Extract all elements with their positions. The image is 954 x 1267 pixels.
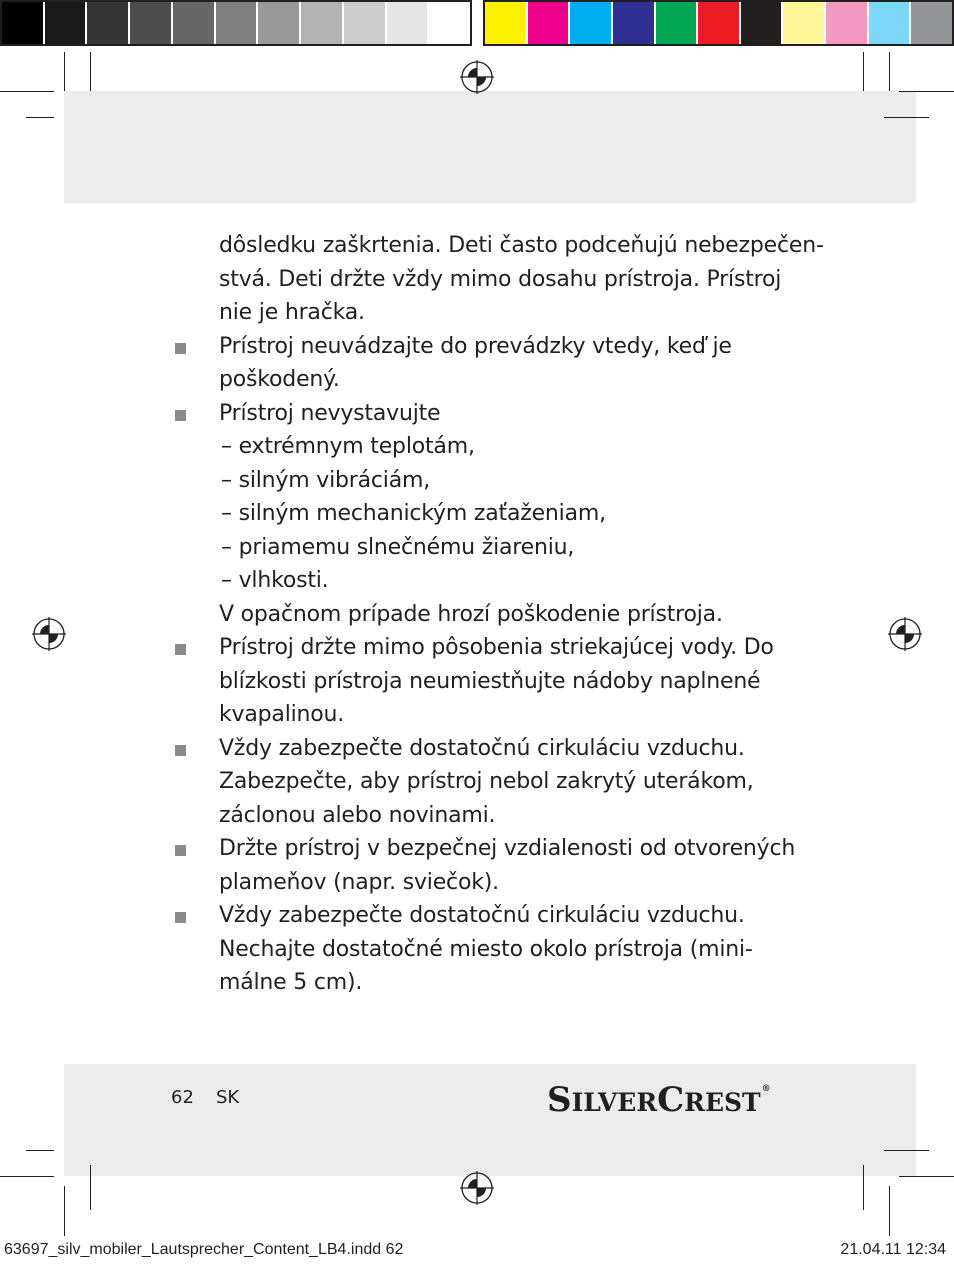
crop-mark [889,1186,890,1236]
crop-mark [889,52,890,91]
color-swatch [258,2,301,44]
crop-mark [90,52,91,91]
text-line: Nechajte dostatočné miesto okolo prístroja (mini- [219,936,753,962]
bullet-square-icon [175,343,186,354]
sub-list-item: – silným mechanickým zaťaženiam, [221,501,606,526]
color-swatch [87,2,130,44]
bullet-square-icon [175,912,186,923]
color-swatch [656,2,699,44]
crop-mark [0,91,54,92]
text-line: poškodený. [219,367,340,392]
registration-mark-icon [888,617,922,651]
sub-list-item: – priamemu slnečnému žiareniu, [221,534,575,560]
grayscale-color-bar [0,0,472,46]
sub-list-item: – extrémnym teplotám, [221,434,475,459]
text-line: Prístroj držte mimo pôsobenia striekajúcej vody. Do [219,635,774,660]
color-swatch [783,2,826,44]
crop-mark [26,1150,54,1151]
color-swatch [528,2,571,44]
crop-mark [64,52,65,91]
text-line: Zabezpečte, aby prístroj nebol zakrytý uterákom, [219,769,754,794]
color-swatch [826,2,869,44]
bullet-item [219,899,789,1000]
header-band [64,91,916,203]
crop-mark [884,1150,929,1151]
text-line: V opačnom prípade hrozí poškodenie prístroja. [219,601,723,627]
process-color-bar [483,0,954,46]
color-swatch [344,2,387,44]
text-line: kvapalinou. [219,702,345,727]
color-swatch [2,2,45,44]
bullet-item [219,732,789,833]
crop-mark [899,91,954,92]
sub-list-item: – vlhkosti. [221,568,329,593]
registration-mark-icon [460,1171,494,1205]
bullet-item [219,832,796,899]
color-swatch [45,2,88,44]
registration-mark-icon [32,617,66,651]
color-swatch [429,2,470,44]
sub-list-item: – silným vibráciám, [221,467,431,493]
bullet-item [219,397,789,632]
color-swatch [613,2,656,44]
text-line: nie je hračka. [219,300,365,325]
color-swatch [741,2,784,44]
color-swatch [387,2,430,44]
color-swatch [130,2,173,44]
text-line: Vždy zabezpečte dostatočnú cirkuláciu vzduchu. [219,903,745,928]
crop-mark [863,1165,864,1210]
color-swatch [869,2,912,44]
intro-paragraph [219,229,824,330]
language-code: SK [216,1087,240,1108]
registration-mark-icon [460,60,494,94]
text-line: Vždy zabezpečte dostatočnú cirkuláciu vzduchu. [219,735,745,761]
crop-mark [884,117,929,118]
page-number: 62 [171,1087,194,1108]
color-swatch [698,2,741,44]
safety-instructions [219,229,824,1000]
text-line: málne 5 cm). [219,970,363,995]
text-line: záclonou alebo novinami. [219,802,496,828]
footer-band [64,1064,916,1176]
text-line: stvá. Deti držte vždy mimo dosahu prístroja. Prístroj [219,266,782,292]
crop-mark [64,1186,65,1236]
color-swatch [301,2,344,44]
bullet-item [219,330,789,397]
text-line: blízkosti prístroja neumiestňujte nádoby naplnené [219,668,761,694]
color-swatch [173,2,216,44]
slug-filename: 63697_silv_mobiler_Lautsprecher_Content_LB4.indd 62 [4,1241,404,1258]
bullet-item [219,631,789,732]
crop-mark [90,1165,91,1210]
slug-datetime: 21.04.11 12:34 [840,1241,946,1258]
text-line: Prístroj nevystavujte [219,400,441,426]
silvercrest-logo: SILVERCREST® [547,1080,771,1120]
color-swatch [570,2,613,44]
crop-mark [863,52,864,91]
bullet-square-icon [175,410,186,421]
color-swatch [216,2,259,44]
text-line: Prístroj neuvádzajte do prevádzky vtedy, keď je [219,333,732,359]
crop-mark [899,1176,954,1177]
bullet-square-icon [175,644,186,655]
text-line: dôsledku zaškrtenia. Deti často podceňujú nebezpečen- [219,233,824,258]
text-line: Držte prístroj v bezpečnej vzdialenosti od otvorených [219,836,796,861]
color-swatch [911,2,952,44]
text-line: plameňov (napr. sviečok). [219,869,499,895]
bullet-square-icon [175,845,186,856]
crop-mark [26,117,54,118]
color-swatch [485,2,528,44]
crop-mark [0,1176,54,1177]
bullet-square-icon [175,745,186,756]
